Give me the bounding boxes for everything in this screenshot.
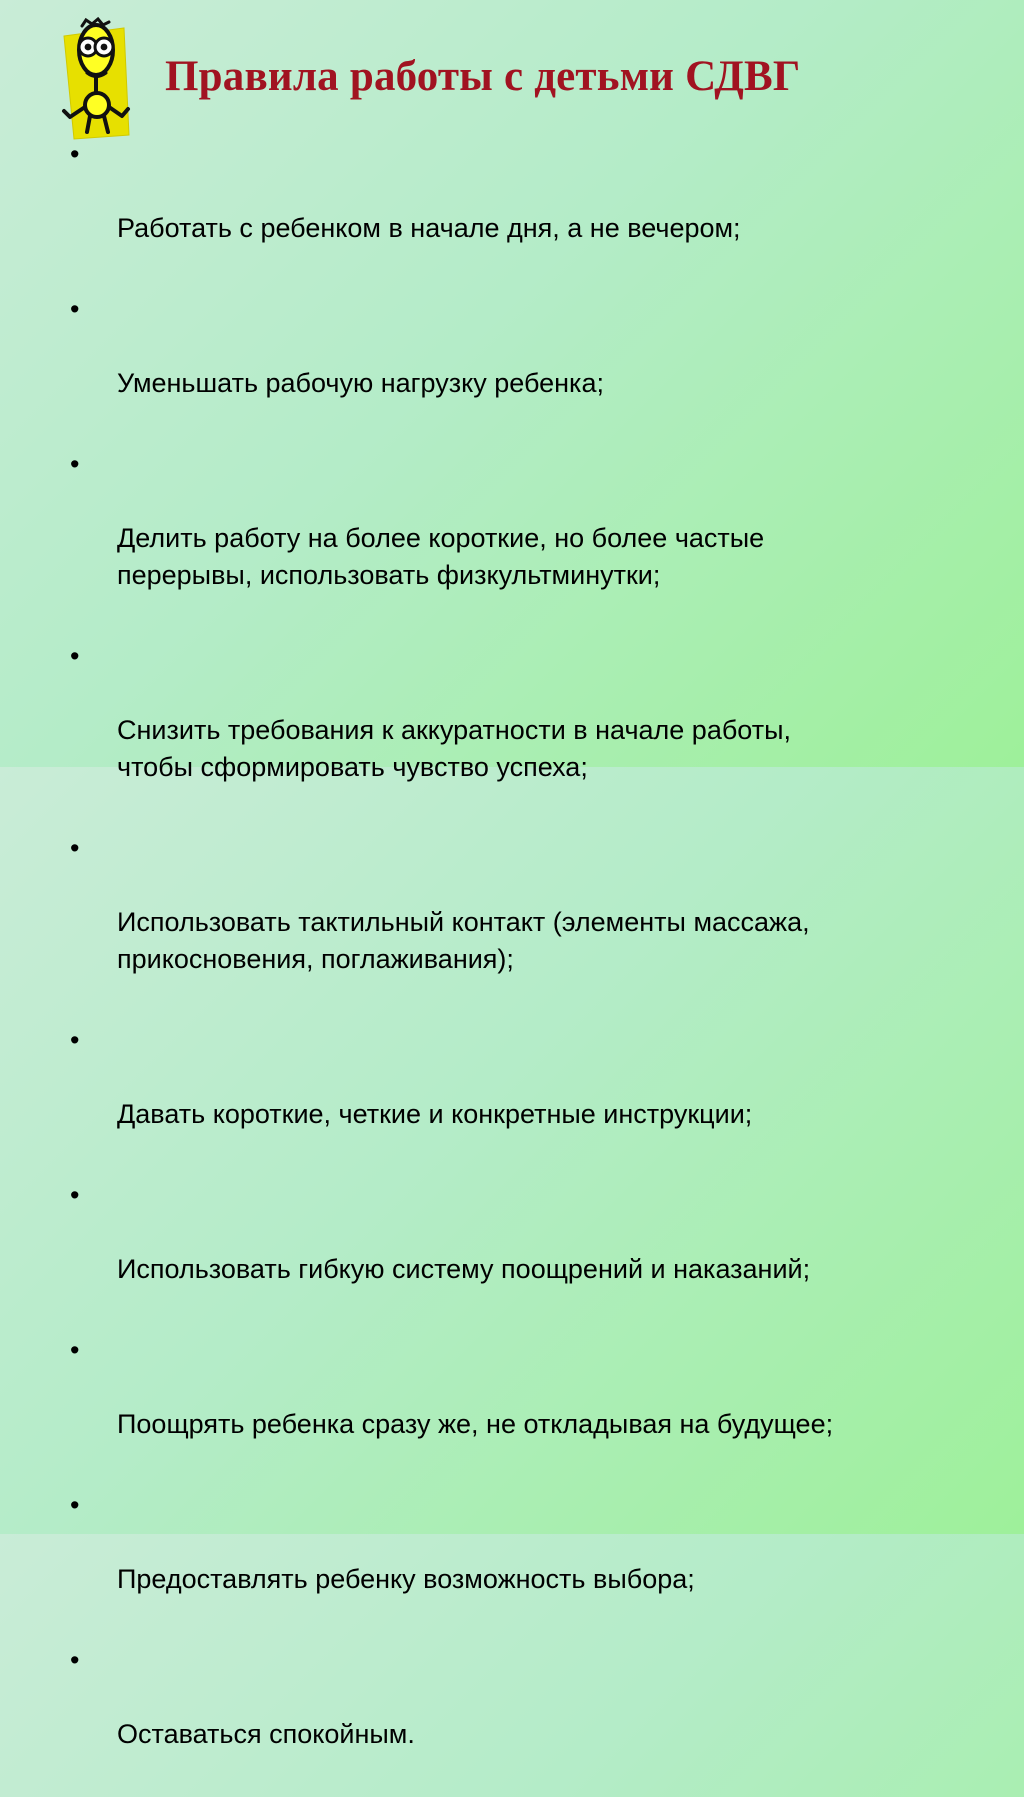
- bullet-marker: •: [70, 139, 80, 169]
- rule-text: Оставаться спокойным.: [117, 1719, 415, 1749]
- list-item: [62, 1022, 992, 1170]
- bullet-marker: •: [70, 1025, 80, 1055]
- list-item: [62, 638, 992, 823]
- list-item: [62, 1177, 992, 1325]
- list-item: [62, 1332, 992, 1480]
- rule-text: Давать короткие, четкие и конкретные инструкции;: [117, 1099, 753, 1129]
- rule-text: Работать с ребенком в начале дня, а не вечером;: [117, 213, 741, 243]
- list-item: [62, 830, 992, 1015]
- list-item: [62, 136, 992, 284]
- rule-text: Снизить требования к аккуратности в начале работы, чтобы сформировать чувство успеха;: [117, 715, 791, 782]
- list-item: [62, 1487, 992, 1635]
- rule-text: Уменьшать рабочую нагрузку ребенка;: [117, 368, 604, 398]
- bullet-marker: •: [70, 294, 80, 324]
- rule-text: Предоставлять ребенку возможность выбора;: [117, 1564, 695, 1594]
- rule-text: Использовать тактильный контакт (элементы массажа, прикосновения, поглаживания);: [117, 907, 810, 974]
- bullet-marker: •: [70, 1180, 80, 1210]
- list-item: [62, 446, 992, 631]
- rule-text: Поощрять ребенка сразу же, не откладывая на будущее;: [117, 1409, 834, 1439]
- rule-text: Использовать гибкую систему поощрений и наказаний;: [117, 1254, 811, 1284]
- list-item: [62, 291, 992, 439]
- bullet-marker: •: [70, 641, 80, 671]
- bullet-marker: •: [70, 1645, 80, 1675]
- rules-list: [62, 136, 992, 1797]
- exclamation-mark-character-icon: [58, 16, 132, 140]
- page-title: Правила работы с детьми СДВГ: [165, 53, 801, 100]
- rule-text: Делить работу на более короткие, но более частые перерывы, использовать физкультминутки;: [117, 523, 765, 590]
- bullet-marker: •: [70, 449, 80, 479]
- bullet-marker: •: [70, 1335, 80, 1365]
- bullet-marker: •: [70, 833, 80, 863]
- list-item: [62, 1642, 992, 1790]
- bullet-marker: •: [70, 1490, 80, 1520]
